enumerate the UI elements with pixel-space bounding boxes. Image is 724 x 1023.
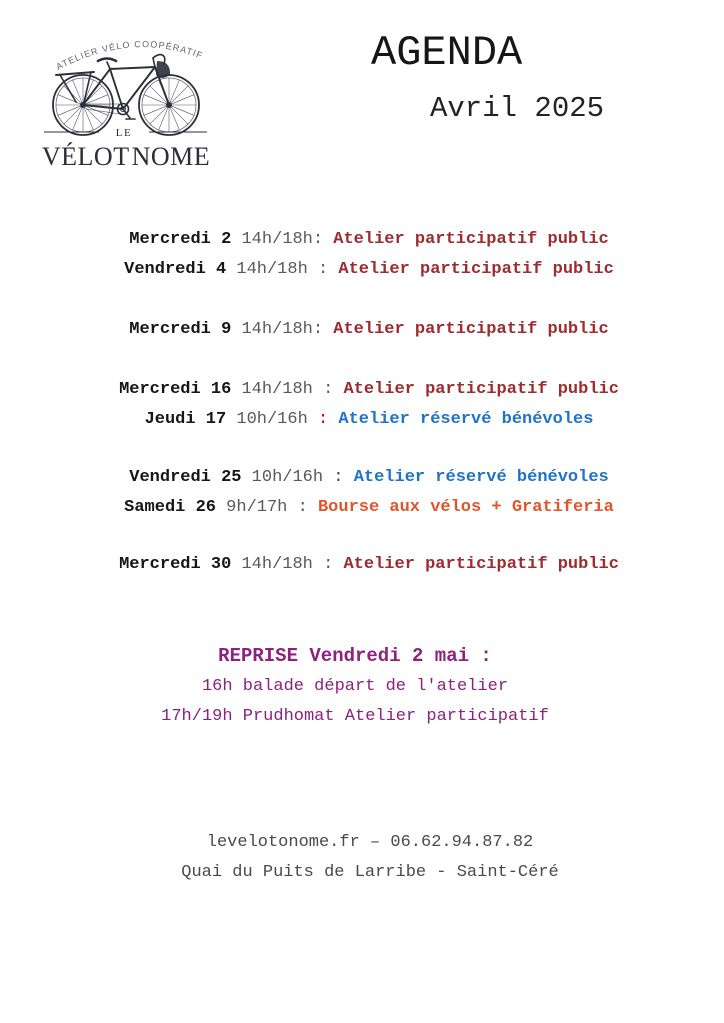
- event-separator: :: [312, 320, 324, 339]
- event-label: Atelier participatif public: [333, 230, 609, 249]
- event-day: Vendredi 4: [124, 260, 227, 279]
- event-separator: :: [307, 410, 329, 429]
- logo-name-left: VÉLOT: [41, 142, 130, 171]
- event-label: Atelier participatif public: [343, 380, 619, 399]
- event-time: 14h/18h: [241, 320, 313, 339]
- reprise-line: 17h/19h Prudhomat Atelier participatif: [161, 707, 549, 726]
- event-separator: :: [287, 498, 308, 517]
- reprise-section: [0, 640, 724, 732]
- event-row: [14, 225, 724, 255]
- event-time: 10h/16h: [236, 410, 308, 429]
- event-row: [14, 255, 724, 285]
- velotonome-logo: [42, 24, 210, 171]
- event-row: [14, 493, 724, 523]
- event-label: Atelier réservé bénévoles: [353, 468, 609, 487]
- event-separator: :: [312, 230, 324, 249]
- event-row: [14, 375, 724, 405]
- event-separator: :: [312, 380, 334, 399]
- bicycle-icon: [53, 55, 199, 135]
- event-label: Atelier participatif public: [338, 260, 614, 279]
- event-day: Mercredi 9: [129, 320, 232, 339]
- event-time: 10h/16h: [251, 468, 324, 487]
- logo-name-right: NOME: [131, 142, 211, 171]
- event-day: Mercredi 16: [119, 380, 232, 399]
- page-subtitle: Avril 2025: [430, 92, 605, 125]
- logo-wordmark: [42, 143, 210, 171]
- contact-footer: [0, 828, 724, 888]
- event-row: [14, 405, 724, 435]
- event-time: 14h/18h: [241, 555, 313, 574]
- logo-le-text: LE: [115, 127, 133, 139]
- event-separator: :: [312, 555, 334, 574]
- event-day: Vendredi 25: [129, 468, 242, 487]
- logo-arc-text: ATELIER VÉLO COOPÉRATIF: [54, 39, 205, 72]
- footer-address: Quai du Puits de Larribe - Saint-Céré: [181, 863, 559, 882]
- event-row: [14, 463, 724, 493]
- event-time: 14h/18h: [236, 260, 308, 279]
- event-label: Bourse aux vélos + Gratiferia: [317, 498, 614, 517]
- event-label: Atelier réservé bénévoles: [338, 410, 594, 429]
- event-day: Mercredi 30: [119, 555, 232, 574]
- event-time: 9h/17h: [226, 498, 288, 517]
- page-title: AGENDA: [371, 29, 523, 77]
- footer-website-phone: levelotonome.fr – 06.62.94.87.82: [206, 833, 534, 852]
- reprise-line: 16h balade départ de l'atelier: [201, 677, 509, 696]
- events-list: [0, 225, 724, 580]
- event-separator: :: [323, 468, 344, 487]
- event-time: 14h/18h: [241, 380, 313, 399]
- event-time: 14h/18h: [241, 230, 313, 249]
- event-day: Jeudi 17: [144, 410, 227, 429]
- reprise-title: REPRISE Vendredi 2 mai :: [218, 645, 492, 667]
- event-row: [14, 550, 724, 580]
- event-separator: :: [307, 260, 329, 279]
- event-day: Mercredi 2: [129, 230, 232, 249]
- event-row: [14, 315, 724, 345]
- event-label: Atelier participatif public: [333, 320, 609, 339]
- event-label: Atelier participatif public: [343, 555, 619, 574]
- bicycle-logo-icon: [42, 24, 210, 143]
- event-day: Samedi 26: [124, 498, 216, 517]
